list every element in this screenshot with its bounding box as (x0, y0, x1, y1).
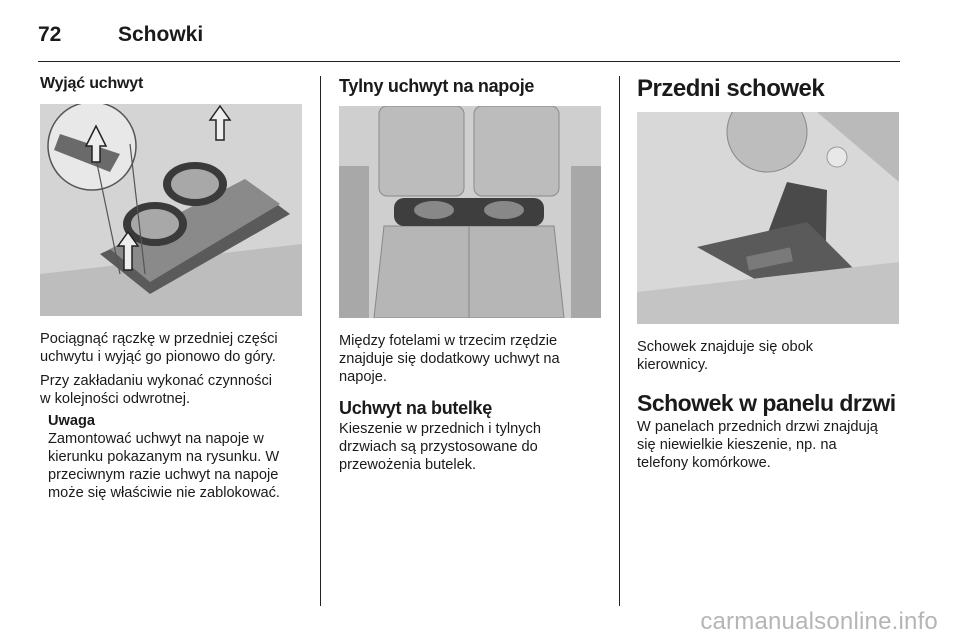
para-line: znajduje się dodatkowy uchwyt na (339, 351, 560, 367)
para-line: drzwiach są przystosowane do (339, 439, 538, 455)
note-block (40, 412, 306, 502)
page-title: Schowki (118, 23, 204, 46)
header-rule (38, 61, 900, 62)
rear-cupholder-illustration (339, 106, 601, 318)
section-heading-front-storage: Przedni schowek (637, 75, 825, 102)
watermark: carmanualsonline.info (700, 608, 938, 635)
para-line: Schowek znajduje się obok (637, 339, 814, 355)
para-line: się niewielkie kieszenie, np. na (637, 437, 837, 453)
note-title: Uwaga (48, 413, 96, 429)
para-line: przewożenia butelek. (339, 457, 477, 473)
para-line: Między fotelami w trzecim rzędzie (339, 333, 558, 349)
note-line: przeciwnym razie uchwyt na napoje (48, 467, 279, 483)
column-remove-holder (40, 74, 306, 502)
para-line: w kolejności odwrotnej. (40, 391, 191, 407)
para-line: Przy zakładaniu wykonać czynności (40, 373, 272, 389)
section-heading-remove-holder: Wyjąć uchwyt (40, 75, 144, 92)
section-heading-bottle-holder: Uchwyt na butelkę (339, 398, 492, 418)
cupholder-removal-illustration (40, 104, 302, 316)
para-line: uchwytu i wyjąć go pionowo do góry. (40, 349, 276, 365)
note-line: może się właściwie nie zablokować. (48, 485, 280, 501)
para-line: W panelach przednich drzwi znajdują (637, 419, 878, 435)
para-line: Kieszenie w przednich i tylnych (339, 421, 541, 437)
note-line: kierunku pokazanym na rysunku. W (48, 449, 280, 465)
para-line: Pociągnąć rączkę w przedniej części (40, 331, 278, 347)
column-rear-cupholder (339, 74, 605, 474)
page-number: 72 (38, 23, 62, 46)
para-line: napoje. (339, 369, 387, 385)
section-heading-rear-cupholder: Tylny uchwyt na napoje (339, 76, 535, 96)
column-divider-1 (320, 76, 321, 606)
column-divider-2 (619, 76, 620, 606)
para-line: telefony komórkowe. (637, 455, 771, 471)
para-line: kierownicy. (637, 357, 709, 373)
column-front-storage (637, 74, 907, 472)
page-header (38, 18, 203, 52)
section-heading-door-storage: Schowek w panelu drzwi (637, 390, 896, 416)
note-line: Zamontować uchwyt na napoje w (48, 431, 264, 447)
front-storage-illustration (637, 112, 899, 324)
